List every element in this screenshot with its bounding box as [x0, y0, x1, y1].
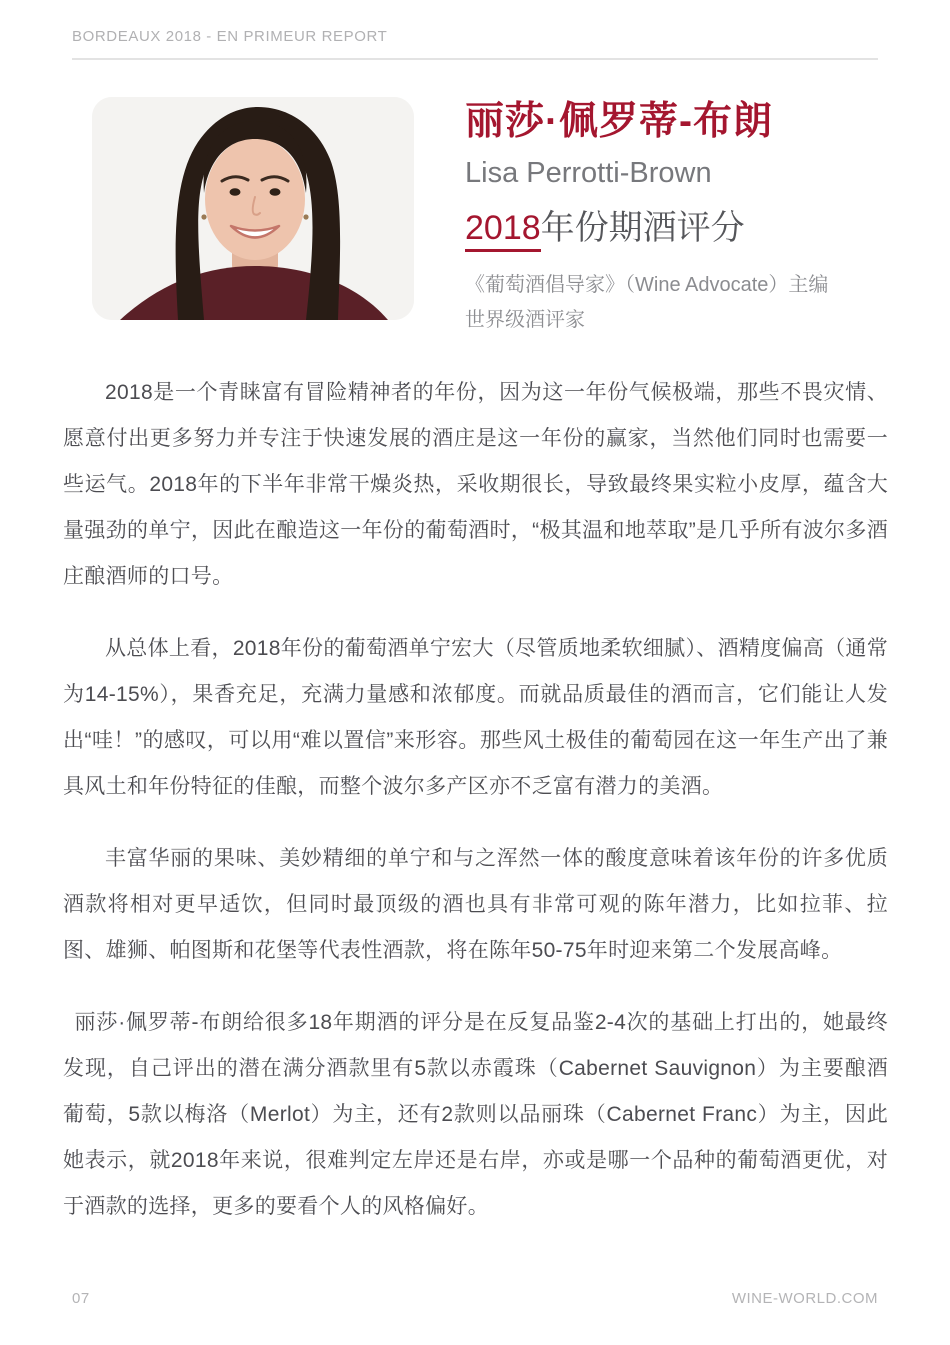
- author-name-english: Lisa Perrotti-Brown: [465, 156, 712, 189]
- paragraph: 丰富华丽的果味、美妙精细的单宁和与之浑然一体的酸度意味着该年份的许多优质酒款将相对更早适饮，但同时最顶级的酒也具有非常可观的陈年潜力，比如拉菲、拉图、雄狮、帕图斯和花堡等代表性酒款，将在陈年50-75年时迎来第二个发展高峰。: [63, 847, 888, 962]
- subtitle-credential: 世界级酒评家: [465, 309, 585, 332]
- author-subtitle: [465, 268, 828, 338]
- paragraph: 丽莎·佩罗蒂-布朗给很多18年期酒的评分是在反复品鉴2-4次的基础上打出的，她最终发现，自己评出的潜在满分酒款里有5款以赤霞珠（Cabernet Sauvignon）为主要酿酒葡萄，5款以梅洛（Merlot）为主，还有2款则以品丽珠（Cabernet Franc）为主，因此她表示，就2018年来说，很难判定左岸还是右岸，亦或是哪一个品种的葡萄酒更优，对于酒款的选择，更多的要看个人的风格偏好。: [63, 1011, 888, 1218]
- article-body: [63, 370, 888, 1256]
- portrait-illustration: [92, 97, 414, 320]
- section-heading: [465, 206, 828, 252]
- author-name-chinese: 丽莎·佩罗蒂-布朗: [465, 100, 773, 143]
- heading-rest: 年份期酒评分: [540, 208, 745, 247]
- report-header: BORDEAUX 2018 - EN PRIMEUR REPORT: [72, 28, 878, 60]
- author-profile: [92, 97, 888, 338]
- site-url: WINE-WORLD.COM: [731, 1290, 878, 1307]
- paragraph: 从总体上看，2018年份的葡萄酒单宁宏大（尽管质地柔软细腻）、酒精度偏高（通常为14-15%），果香充足，充满力量感和浓郁度。而就品质最佳的酒而言，它们能让人发出“哇！”的感叹，可以用“难以置信”来形容。那些风土极佳的葡萄园在这一年生产出了兼具风土和年份特征的佳酿，而整个波尔多产区亦不乏富有潜力的美酒。: [63, 637, 888, 798]
- paragraph: 2018是一个青睐富有冒险精神者的年份，因为这一年份气候极端，那些不畏灾情、愿意付出更多努力并专注于快速发展的酒庄是这一年份的赢家，当然他们同时也需要一些运气。2018年的下半年非常干燥炎热，采收期很长，导致最终果实粒小皮厚，蕴含大量强劲的单宁，因此在酿造这一年份的葡萄酒时，“极其温和地萃取”是几乎所有波尔多酒庄酿酒师的口号。: [63, 381, 888, 588]
- portrait-earring-right: [303, 214, 308, 219]
- portrait-eye-left: [230, 188, 241, 196]
- author-photo: [92, 97, 414, 320]
- page-number: 07: [72, 1290, 90, 1307]
- author-title-block: [465, 97, 828, 338]
- heading-year-underlined: 2018: [465, 209, 541, 252]
- portrait-eye-right: [270, 188, 281, 196]
- portrait-earring-left: [201, 214, 206, 219]
- page-footer: [72, 1290, 878, 1307]
- subtitle-role: 《葡萄酒倡导家》（Wine Advocate）主编: [465, 274, 829, 297]
